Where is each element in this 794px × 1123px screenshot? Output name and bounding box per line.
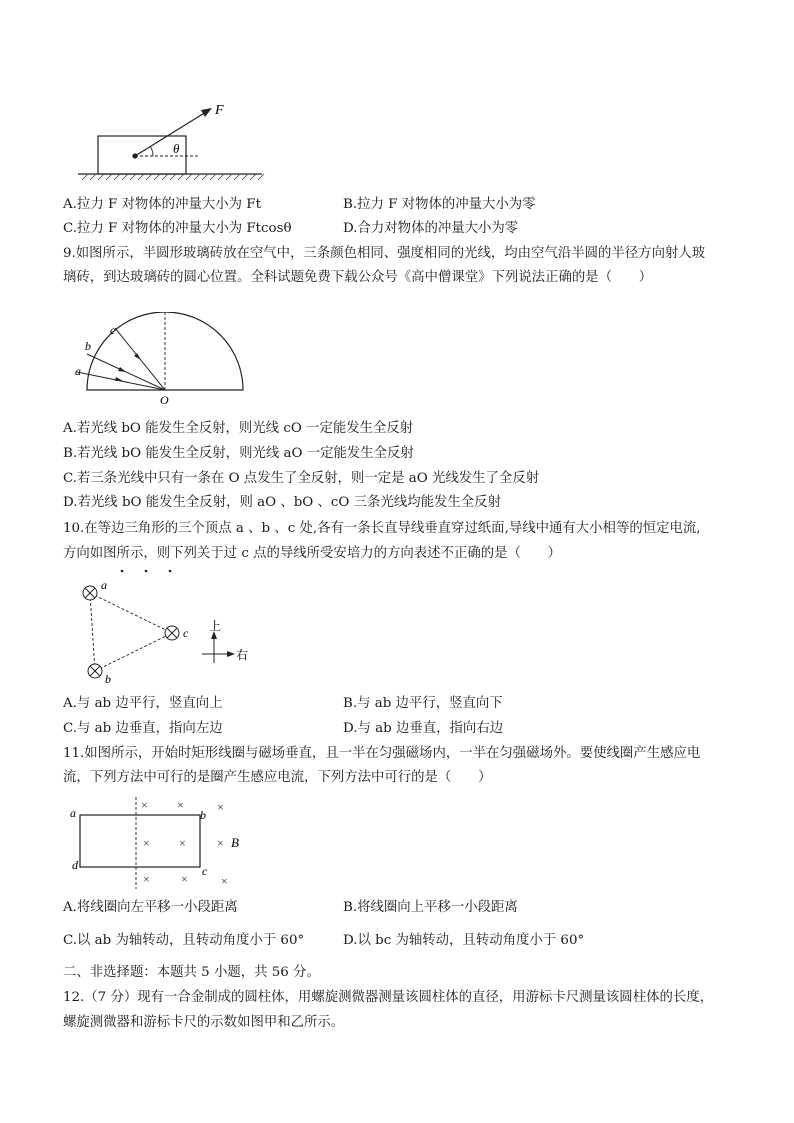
q10-stem-line2: 方向如图所示，则下列关于过 c 点的导线所受安培力的方向表述不正确的是（ ） xyxy=(63,546,562,561)
q11-stem-line1: 11.如图所示，开始时矩形线圈与磁场垂直，且一半在匀强磁场内，一半在匀强磁场外。要使线圈产生感应电 xyxy=(63,746,701,761)
svg-text:×: × xyxy=(177,798,184,812)
q10-option-b: B.与 ab 边平行，竖直向下 xyxy=(343,696,503,711)
wire-c-icon xyxy=(165,626,179,640)
q9-stem-line1: 9.如图所示，半圆形玻璃砖放在空气中，三条颜色相同、强度相同的光线，均由空气沿半圆的半径方向射人玻 xyxy=(63,246,706,261)
vertex-a-label: a xyxy=(101,578,107,592)
q9-option-b: B.若光线 bO 能发生全反射，则光线 aO 一定能发生全反射 xyxy=(63,446,414,461)
svg-text:×: × xyxy=(143,836,150,850)
q9-option-c: C.若三条光线中只有一条在 O 点发生了全反射，则一定是 aO 光线发生了全反射 xyxy=(63,471,540,486)
q8-option-a: A.拉力 F 对物体的冲量大小为 Ft xyxy=(63,197,261,212)
q12-line2: 螺旋测微器和游标卡尺的示数如图甲和乙所示。 xyxy=(63,1015,345,1030)
q9-stem-line2: 璃砖，到达玻璃砖的圆心位置。全科试题免费下载公众号《高中僧课堂》下列说法正确的是（ ） xyxy=(63,270,653,285)
wire-a-icon xyxy=(83,586,97,600)
coil-corner-a-label: a xyxy=(70,806,76,820)
svg-text:×: × xyxy=(179,836,186,850)
wire-b-icon xyxy=(88,664,102,678)
direction-up-label: 上 xyxy=(209,619,222,633)
coil-magnetic-field-figure xyxy=(66,795,266,891)
q8-option-d: D.合力对物体的冲量大小为零 xyxy=(343,221,519,236)
coil-corner-d-label: d xyxy=(72,858,78,872)
glass-semicircle-figure xyxy=(65,312,255,406)
q8-option-c: C.拉力 F 对物体的冲量大小为 Ftcosθ xyxy=(63,221,292,236)
q11-option-c: C.以 ab 为轴转动，且转动角度小于 60° xyxy=(63,933,305,948)
svg-text:×: × xyxy=(141,798,148,812)
svg-text:×: × xyxy=(221,874,228,888)
q8-option-b: B.拉力 F 对物体的冲量大小为零 xyxy=(343,197,536,212)
q10-stem-line1: 10.在等边三角形的三个顶点 a 、b 、c 处,各有一条长直导线垂直穿过纸面,导线中通有大小相等的恒定电流, xyxy=(63,521,701,536)
coil-corner-b-label: b xyxy=(200,808,206,822)
q9-option-d: D.若光线 bO 能发生全反射，则 aO 、bO 、cO 三条光线均能发生全反射 xyxy=(63,495,501,510)
field-b-label: B xyxy=(231,835,239,850)
ray-c-label: c xyxy=(110,323,116,337)
center-o-label: O xyxy=(160,393,169,406)
vertex-c-label: c xyxy=(183,626,189,640)
q11-option-a: A.将线圈向左平移一小段距离 xyxy=(63,900,238,915)
ray-a-label: a xyxy=(75,364,81,378)
q11-option-d: D.以 bc 为轴转动，且转动角度小于 60° xyxy=(343,933,585,948)
coil-corner-c-label: c xyxy=(202,864,208,878)
vertex-b-label: b xyxy=(105,672,111,685)
svg-text:×: × xyxy=(217,800,224,814)
force-block-figure xyxy=(70,98,270,188)
q11-option-b: B.将线圈向上平移一小段距离 xyxy=(343,900,518,915)
triangle-wires-figure xyxy=(72,563,272,685)
q11-stem-line2: 流，下列方法中可行的是圈产生感应电流，下列方法中可行的是（ ） xyxy=(63,770,492,785)
ray-b-label: b xyxy=(85,339,91,353)
svg-text:×: × xyxy=(143,872,150,886)
direction-right-label: 右 xyxy=(236,648,249,662)
force-label: F xyxy=(215,103,224,118)
q10-option-c: C.与 ab 边垂直，指向左边 xyxy=(63,721,223,736)
q9-option-a: A.若光线 bO 能发生全反射，则光线 cO 一定能发生全反射 xyxy=(63,421,414,436)
svg-text:×: × xyxy=(217,836,224,850)
svg-text:×: × xyxy=(181,872,188,886)
section-2-heading: 二、非选择题：本题共 5 小题，共 56 分。 xyxy=(63,965,320,980)
angle-label: θ xyxy=(173,141,180,156)
q10-option-a: A.与 ab 边平行，竖直向上 xyxy=(63,696,223,711)
q12-line1: 12.（7 分）现有一合金制成的圆柱体，用螺旋测微器测量该圆柱体的直径，用游标卡尺测量该圆柱体的长度， xyxy=(63,990,714,1005)
q10-option-d: D.与 ab 边垂直，指向右边 xyxy=(343,721,504,736)
